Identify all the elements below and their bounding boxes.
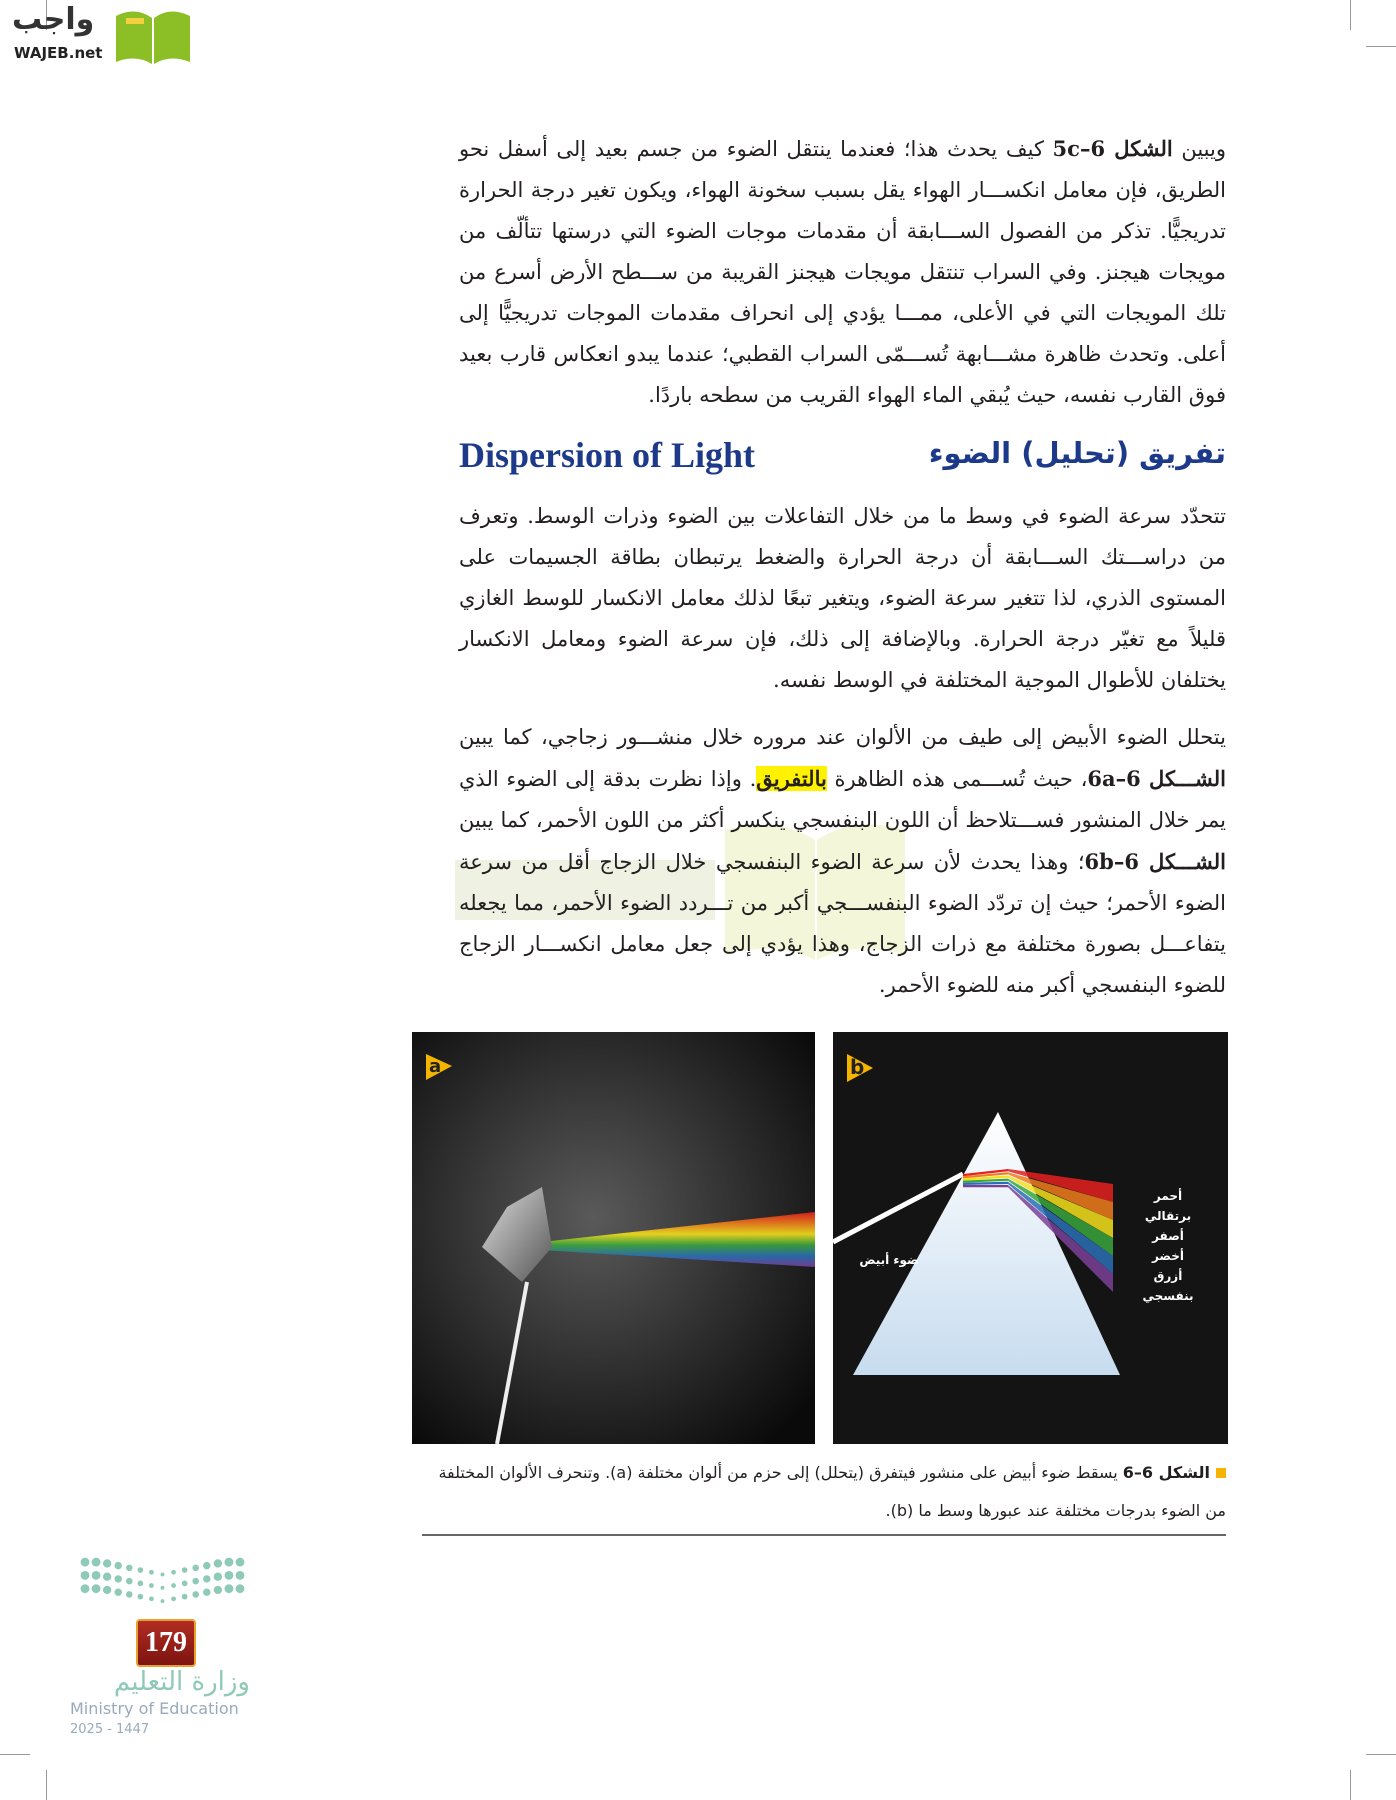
section-heading — [459, 434, 1226, 484]
logo-dot — [225, 1558, 234, 1567]
year-text: 2025 - 1447 — [70, 1722, 150, 1737]
paragraph-mirage — [459, 128, 1226, 416]
logo-dot — [149, 1596, 154, 1601]
ministry-dots-icon — [70, 1555, 255, 1617]
text: ؛ وهذا يحدث لأن سرعة الضوء البنفسجي خلال الزجاج أقل من سرعة الضوء الأحمر؛ حيث إن تردّد الضوء البنفســـجي أكبر من تـــردد الضوء الأحمر، مما يجعله يتفاعـــل بصورة مختلفة مع ذرات الزجاج، وهذا يؤدي إلى جعل معامل انكســـار الزجاج للضوء البنفسجي أكبر منه للضوء الأحمر. — [459, 850, 1226, 997]
ministry-english: Ministry of Education — [70, 1699, 239, 1718]
logo-dot — [81, 1584, 90, 1593]
caption-text: يسقط ضوء أبيض على منشور فيتفرق (يتحلل) إلى حزم من ألوان مختلفة (a). وتنحرف الألوان المختلفة من الضوء بدرجات مختلفة عند عبورها وسط ما (b). — [438, 1463, 1226, 1520]
logo-dot — [171, 1570, 176, 1575]
logo-dot — [126, 1578, 133, 1585]
logo-dot — [214, 1573, 222, 1581]
heading-english: Dispersion of Light — [459, 435, 756, 475]
spectrum-band — [963, 1185, 1008, 1187]
logo-dot — [114, 1575, 121, 1582]
logo-dot — [149, 1570, 154, 1575]
key-term: بالتفريق — [756, 766, 827, 791]
figure-b-label: b — [850, 1055, 865, 1079]
logo-dot — [92, 1584, 101, 1593]
color-name-label: بنفسجي — [1142, 1289, 1194, 1303]
logo-dot — [114, 1588, 121, 1595]
text: كيف يحدث هذا؛ فعندما ينتقل الضوء من جسم بعيد إلى أسفل نحو الطريق، فإن معامل انكســـار الهواء يقل بسبب سخونة الهواء، ويكون تغير درجة الحرارة تدريجيًّا. تذكر من الفصول الســـابقة أن مقدمات موجات الضوء التي درستها تتألّف من مويجات هيجنز. وفي السراب تنتقل مويجات هيجنز القريبة من ســـطح الأرض أسرع من تلك المويجات التي في الأعلى، ممـــا يؤدي إلى انحراف مقدمات الموجات تدريجيًّا إلى أعلى. وتحدث ظاهرة مشـــابهة تُســـمّى السراب القطبي؛ عندما يبدو انعكاس قارب بعيد فوق القارب نفسه، حيث يُبقي الماء الهواء القريب من سطحه باردًا. — [459, 137, 1226, 407]
figure-a-prism-photo — [412, 1032, 815, 1444]
color-name-label: أزرق — [1153, 1269, 1183, 1283]
color-name-label: أصفر — [1152, 1229, 1184, 1243]
logo-dot — [138, 1594, 144, 1600]
logo-dot — [126, 1591, 133, 1598]
logo-dot — [171, 1596, 176, 1601]
logo-dot — [182, 1594, 188, 1600]
page-number: 179 — [136, 1619, 196, 1667]
figure-reference: الشـــكل 6–6a — [1087, 766, 1226, 791]
figure-row — [412, 1032, 1228, 1444]
logo-dot — [236, 1571, 245, 1580]
logo-dot — [161, 1573, 165, 1577]
logo-latin-text: WAJEB.net — [14, 44, 103, 62]
logo-dot — [203, 1575, 210, 1582]
logo-dot — [192, 1565, 199, 1572]
crop-mark — [1350, 1770, 1351, 1800]
logo-dot — [138, 1581, 144, 1587]
logo-dot — [92, 1571, 101, 1580]
heading-arabic: تفريق (تحليل) الضوء — [928, 436, 1226, 470]
logo-dot — [225, 1584, 234, 1593]
paragraph-dispersion — [459, 717, 1226, 1006]
logo-dot — [214, 1586, 222, 1594]
white-light-label: ضوء أبيض — [859, 1253, 919, 1267]
logo-dot — [203, 1588, 210, 1595]
text: . وإذا نظرت بدقة إلى الضوء الذي يمر خلال المنشور فســـتلاحظ أن اللون البنفسجي ينكسر أكثر من اللون الأحمر، كما يبين — [459, 767, 1226, 832]
figure-reference: الشكل 6–5c — [1052, 136, 1173, 161]
crop-mark — [1350, 0, 1351, 30]
logo-dot — [182, 1567, 188, 1573]
crop-mark — [46, 1770, 47, 1800]
crop-mark — [0, 1754, 30, 1755]
wajeb-logo — [8, 4, 198, 70]
logo-dot — [149, 1583, 154, 1588]
ministry-logo — [70, 1555, 255, 1750]
logo-dot — [92, 1558, 101, 1567]
crop-mark — [1366, 1754, 1396, 1755]
color-name-label: أحمر — [1153, 1189, 1183, 1203]
logo-dot — [236, 1584, 245, 1593]
logo-dot — [138, 1567, 144, 1573]
logo-dot — [161, 1586, 165, 1590]
figure-caption — [422, 1454, 1226, 1530]
text: يتحلل الضوء الأبيض إلى طيف من الألوان عند مروره خلال منشـــور زجاجي، كما يبين — [459, 725, 1226, 749]
logo-dot — [225, 1571, 234, 1580]
caption-divider — [422, 1534, 1226, 1536]
logo-dot — [126, 1565, 133, 1572]
logo-dot — [81, 1571, 90, 1580]
figure-b-prism-diagram — [833, 1032, 1228, 1444]
caption-figure-ref: الشكل 6–6 — [1122, 1463, 1210, 1482]
text: ، حيث تُســـمى هذه الظاهرة — [826, 767, 1088, 791]
logo-dot — [203, 1562, 210, 1569]
logo-dot — [192, 1578, 199, 1585]
logo-dot — [103, 1586, 111, 1594]
logo-dot — [236, 1558, 245, 1567]
ministry-arabic: وزارة التعليم — [113, 1667, 250, 1697]
logo-dot — [114, 1562, 121, 1569]
figure-reference: الشـــكل 6–6b — [1084, 849, 1226, 874]
content-column — [412, 128, 1228, 1536]
logo-dot — [103, 1573, 111, 1581]
paragraph-speed-of-light: تتحدّد سرعة الضوء في وسط ما من خلال التفاعلات بين الضوء وذرات الوسط. وتعرف من دراســـتك الســـابقة أن درجة الحرارة والضغط يرتبطان بطاقة الجسيمات على المستوى الذري، لذا تتغير سرعة الضوء، ويتغير تبعًا لذلك معامل الانكسار للوسط الغازي قليلاً مع تغيّر درجة الحرارة. وبالإضافة إلى ذلك، فإن سرعة الضوء ومعامل الانكسار يختلفان للأطوال الموجية المختلفة في الوسط نفسه. — [459, 504, 1226, 692]
logo-dot — [103, 1559, 111, 1567]
text: ويبين — [1172, 137, 1226, 161]
caption-bullet-icon — [1216, 1468, 1226, 1478]
logo-dot — [214, 1559, 222, 1567]
logo-dot — [192, 1591, 199, 1598]
color-name-label: برتقالي — [1144, 1209, 1192, 1223]
logo-arabic-text: واجب — [12, 2, 95, 37]
figure-a-label: a — [429, 1056, 442, 1077]
crop-mark — [1366, 46, 1396, 47]
logo-dot — [81, 1558, 90, 1567]
logo-dot — [161, 1599, 165, 1603]
logo-dot — [182, 1581, 188, 1587]
logo-dot — [171, 1583, 176, 1588]
color-name-label: أخضر — [1151, 1249, 1185, 1263]
